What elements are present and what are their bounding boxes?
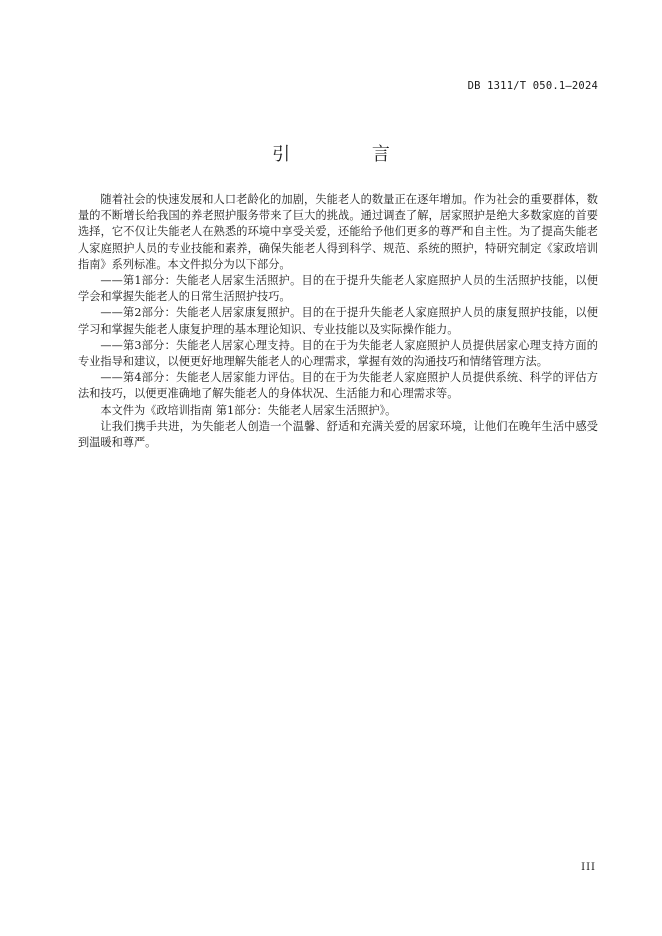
page-number: III [581,862,596,873]
introduction-body [78,192,598,451]
paragraph-part-1: ——第1部分：失能老人居家生活照护。目的在于提升失能老人家庭照护人员的生活照护技能，以便学会和掌握失能老人的日常生活照护技巧。 [78,274,598,304]
document-code: DB 1311/T 050.1—2024 [467,80,598,92]
paragraph-closing: 让我们携手共进，为失能老人创造一个温馨、舒适和充满关爱的居家环境，让他们在晚年生活中感受到温暖和尊严。 [78,419,598,450]
paragraph-part-3: ——第3部分：失能老人居家心理支持。目的在于为失能老人家庭照护人员提供居家心理支持方面的专业指导和建议，以便更好地理解失能老人的心理需求，掌握有效的沟通技巧和情绪管理方法。 [78,338,598,369]
page-title: 引 言 [272,144,428,165]
paragraph-part-2: ——第2部分：失能老人居家康复照护。目的在于提升失能老人家庭照护人员的康复照护技能，以便学习和掌握失能老人康复护理的基本理论知识、专业技能以及实际操作能力。 [78,306,598,336]
paragraph-this-document: 本文件为《政培训指南 第1部分：失能老人居家生活照护》。 [100,403,397,417]
paragraph-part-4: ——第4部分：失能老人居家能力评估。目的在于为失能老人家庭照护人员提供系统、科学的评估方法和技巧，以便更准确地了解失能老人的身体状况、生活能力和心理需求等。 [78,371,598,401]
paragraph-intro: 随着社会的快速发展和人口老龄化的加剧，失能老人的数量正在逐年增加。作为社会的重要群体，数量的不断增长给我国的养老照护服务带来了巨大的挑战。通过调查了解，居家照护是绝大多数家庭的首要选择，它不仅让失能老人在熟悉的环境中享受关爱，还能给予他们更多的尊严和自主性。为了提高失能老人家庭照护人员的专业技能和素养，确保失能老人得到科学、规范、系统的照护，特研究制定《家政培训指南》系列标准。本文件拟分为以下部分。 [78,193,598,271]
